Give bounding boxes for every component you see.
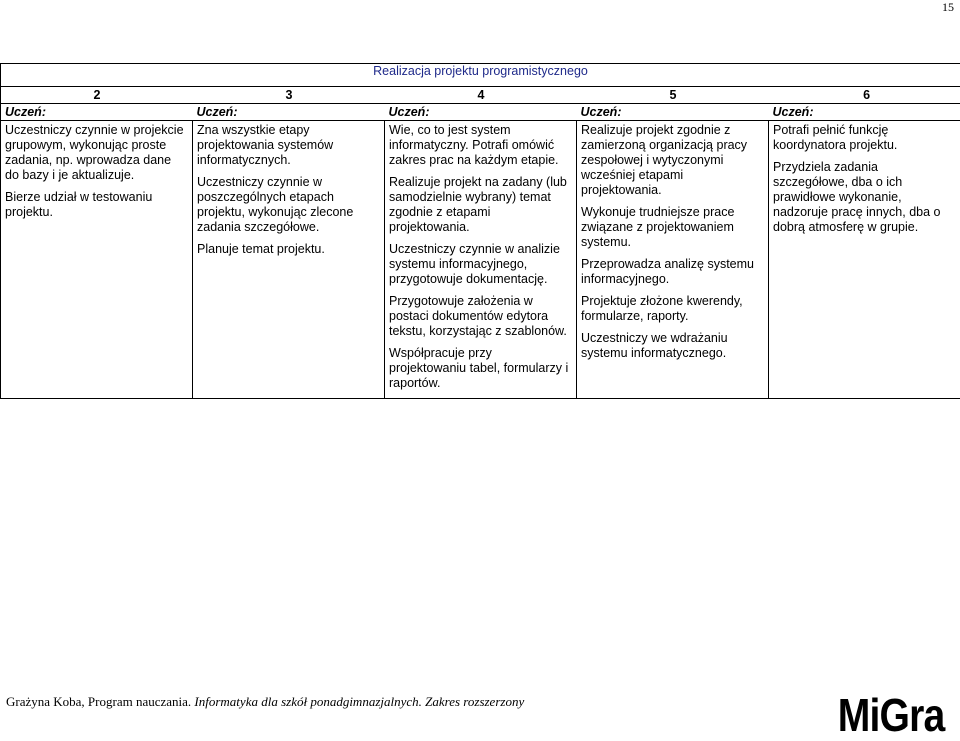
table-cell xyxy=(1,121,193,399)
grade-level-cell: 6 xyxy=(769,87,960,104)
header-cell: Uczeń: xyxy=(193,104,385,121)
grade-level-cell: 4 xyxy=(385,87,577,104)
cell-paragraph: Realizuje projekt na zadany (lub samodzielnie wybrany) temat zgodnie z etapami projektowania. xyxy=(389,175,572,235)
cell-paragraph: Bierze udział w testowaniu projektu. xyxy=(5,190,188,220)
cell-paragraph: Planuje temat projektu. xyxy=(197,242,380,257)
table-cell xyxy=(769,121,960,399)
table-cell xyxy=(385,121,577,399)
cell-paragraph: Współpracuje przy projektowaniu tabel, formularzy i raportów. xyxy=(389,346,572,391)
table-cell xyxy=(577,121,769,399)
footer-citation xyxy=(6,694,524,710)
header-cell: Uczeń: xyxy=(769,104,960,121)
cell-paragraph: Uczestniczy czynnie w projekcie grupowym, wykonując proste zadania, np. wprowadza dane do bazy i je aktualizuje. xyxy=(5,123,188,183)
cell-paragraph: Wie, co to jest system informatyczny. Potrafi omówić zakres prac na każdym etapie. xyxy=(389,123,572,168)
grade-level-cell: 3 xyxy=(193,87,385,104)
cell-paragraph: Uczestniczy czynnie w analizie systemu informacyjnego, przygotowuje dokumentację. xyxy=(389,242,572,287)
table-title: Realizacja projektu programistycznego xyxy=(1,64,960,87)
cell-paragraph: Projektuje złożone kwerendy, formularze, raporty. xyxy=(581,294,764,324)
cell-paragraph: Przydziela zadania szczegółowe, dba o ich prawidłowe wykonanie, nadzoruje pracę innych, dba o dobrą atmosferę w grupie. xyxy=(773,160,956,235)
cell-paragraph: Uczestniczy czynnie w poszczególnych etapach projektu, wykonując zlecone zadania szczegółowe. xyxy=(197,175,380,235)
cell-paragraph: Uczestniczy we wdrażaniu systemu informatycznego. xyxy=(581,331,764,361)
publisher-logo xyxy=(837,693,944,737)
cell-paragraph: Realizuje projekt zgodnie z zamierzoną organizacją pracy zespołowej i wytyczonymi wcześniej etapami projektowania. xyxy=(581,123,764,198)
table-cell xyxy=(193,121,385,399)
header-cell: Uczeń: xyxy=(577,104,769,121)
header-cell: Uczeń: xyxy=(385,104,577,121)
cell-paragraph: Przeprowadza analizę systemu informacyjnego. xyxy=(581,257,764,287)
grade-level-cell: 5 xyxy=(577,87,769,104)
requirements-table xyxy=(0,63,960,399)
cell-paragraph: Zna wszystkie etapy projektowania systemów informatycznych. xyxy=(197,123,380,168)
grade-levels-row xyxy=(1,87,960,104)
logo-text: MiGra xyxy=(837,689,944,741)
cell-paragraph: Wykonuje trudniejsze prace związane z projektowaniem systemu. xyxy=(581,205,764,250)
grade-level-cell: 2 xyxy=(1,87,193,104)
cell-paragraph: Potrafi pełnić funkcję koordynatora projektu. xyxy=(773,123,956,153)
header-cell: Uczeń: xyxy=(1,104,193,121)
table-row xyxy=(1,121,960,399)
header-row xyxy=(1,104,960,121)
footer-title: Informatyka dla szkół ponadgimnazjalnych. Zakres rozszerzony xyxy=(194,694,524,709)
footer-author: Grażyna Koba, Program nauczania. xyxy=(6,694,194,709)
cell-paragraph: Przygotowuje założenia w postaci dokumentów edytora tekstu, korzystając z szablonów. xyxy=(389,294,572,339)
page-number: 15 xyxy=(942,0,954,15)
